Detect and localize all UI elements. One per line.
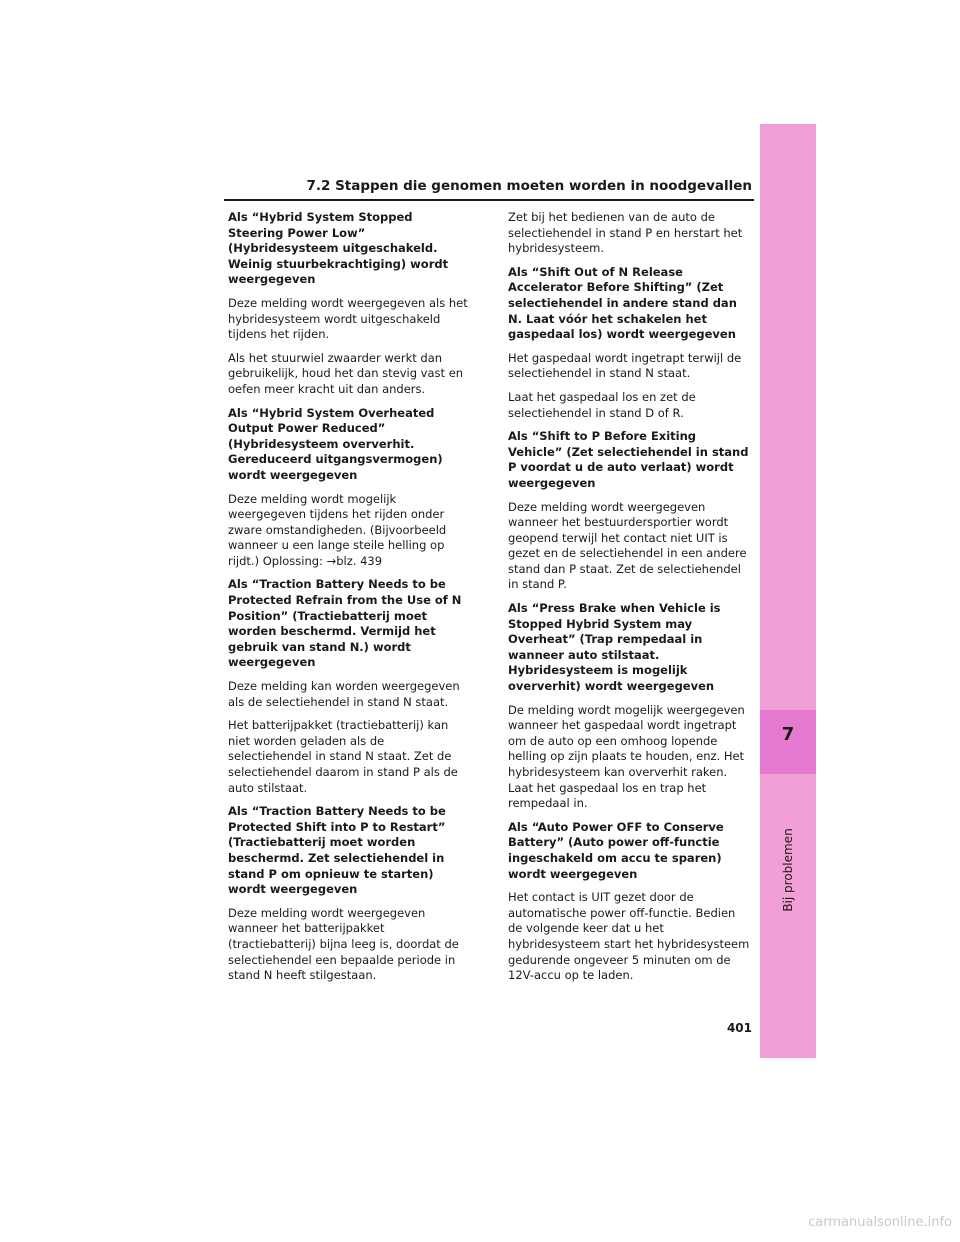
body-paragraph: Deze melding kan worden weergegeven als de selectiehendel in stand N staat. xyxy=(228,679,460,709)
section-heading: Als “Traction Battery Needs to be Protected Refrain from the Use of N Position” (Tractiebatterij moet worden beschermd. Vermijd het gebruik van stand N.) wordt weergegeven xyxy=(228,577,462,670)
section-heading: Als “Shift to P Before Exiting Vehicle” (Zet selectiehendel in stand P voordat u de auto verlaat) wordt weergegeven xyxy=(508,429,749,490)
section-heading: Als “Hybrid System Stopped Steering Power Low” (Hybridesysteem uitgeschakeld. Weinig stuurbekrachtiging) wordt weergegeven xyxy=(228,210,449,287)
body-paragraph: Het contact is UIT gezet door de automatische power off-functie. Bedien de volgende keer dat u het hybridesysteem start het hybridesysteem gedurende ongeveer 5 minuten om de 12V-accu op te laden. xyxy=(508,890,750,983)
body-paragraph: Het gaspedaal wordt ingetrapt terwijl de selectiehendel in stand N staat. xyxy=(508,350,742,381)
chapter-number: 7 xyxy=(781,724,795,745)
body-paragraph: Als het stuurwiel zwaarder werkt dan gebruikelijk, houd het dan stevig vast en oefen meer kracht uit dan anders. xyxy=(228,350,464,396)
section-heading: Als “Shift Out of N Release Accelerator Before Shifting” (Zet selectiehendel in andere stand dan N. Laat vóór het schakelen het gaspedaal los) wordt weergegeven xyxy=(508,264,737,342)
body-paragraph: Deze melding wordt weergegeven wanneer het bestuurdersportier wordt geopend terwijl het contact niet UIT is gezet en de selectiehendel in een andere stand dan P staat. Zet de selectiehendel in stand P. xyxy=(508,499,747,592)
body-paragraph: Zet bij het bedienen van de auto de selectiehendel in stand P en herstart het hybridesysteem. xyxy=(508,210,743,256)
page-header-title: 7.2 Stappen die genomen moeten worden in noodgevallen xyxy=(306,178,752,194)
section-heading: Als “Hybrid System Overheated Output Power Reduced” (Hybridesysteem oververhit. Gereduceerd uitgangsvermogen) wordt weergegeven xyxy=(228,405,443,482)
section-heading: Als “Press Brake when Vehicle is Stopped Hybrid System may Overheat” (Trap rempedaal in wanneer auto stilstaat. Hybridesysteem is mogelijk oververhit) wordt weergegeven xyxy=(508,601,721,694)
right-column xyxy=(508,210,752,992)
body-paragraph: Laat het gaspedaal los en zet de selectiehendel in stand D of R. xyxy=(508,389,696,420)
body-paragraph: Het batterijpakket (tractiebatterij) kan niet worden geladen als de selectiehendel in stand N staat. Zet de selectiehendel daarom in stand P als de auto stilstaat. xyxy=(228,718,458,795)
body-paragraph: Deze melding wordt weergegeven als het hybridesysteem wordt uitgeschakeld tijdens het rijden. xyxy=(228,295,468,342)
watermark-text: carmanualsonline.info xyxy=(808,1215,952,1230)
section-heading: Als “Auto Power OFF to Conserve Battery” (Auto power off-functie ingeschakeld om accu te sparen) wordt weergegeven xyxy=(508,819,724,881)
section-heading: Als “Traction Battery Needs to be Protected Shift into P to Restart” (Tractiebatterij moet worden beschermd. Zet selectiehendel in stand P om opnieuw te starten) wordt weergegeven xyxy=(228,804,446,897)
body-paragraph: Deze melding wordt mogelijk weergegeven tijdens het rijden onder zware omstandigheden. (Bijvoorbeeld wanneer u een lange steile helling op rijdt.) Oplossing: →blz. 439 xyxy=(228,491,447,568)
header-divider xyxy=(224,199,754,201)
left-column xyxy=(228,210,468,992)
body-paragraph: De melding wordt mogelijk weergegeven wanneer het gaspedaal wordt ingetrapt om de auto op een omhoog lopende helling op zijn plaats te houden, enz. Het hybridesysteem kan oververhit raken. Laat het gaspedaal los en trap het rempedaal in. xyxy=(508,702,745,811)
chapter-side-tab xyxy=(760,124,816,1058)
chapter-label: Bij problemen xyxy=(781,828,795,912)
body-paragraph: Deze melding wordt weergegeven wanneer het batterijpakket (tractiebatterij) bijna leeg is, doordat de selectiehendel een bepaalde periode in stand N heeft stilgestaan. xyxy=(228,905,459,983)
page-number: 401 xyxy=(726,1021,752,1035)
